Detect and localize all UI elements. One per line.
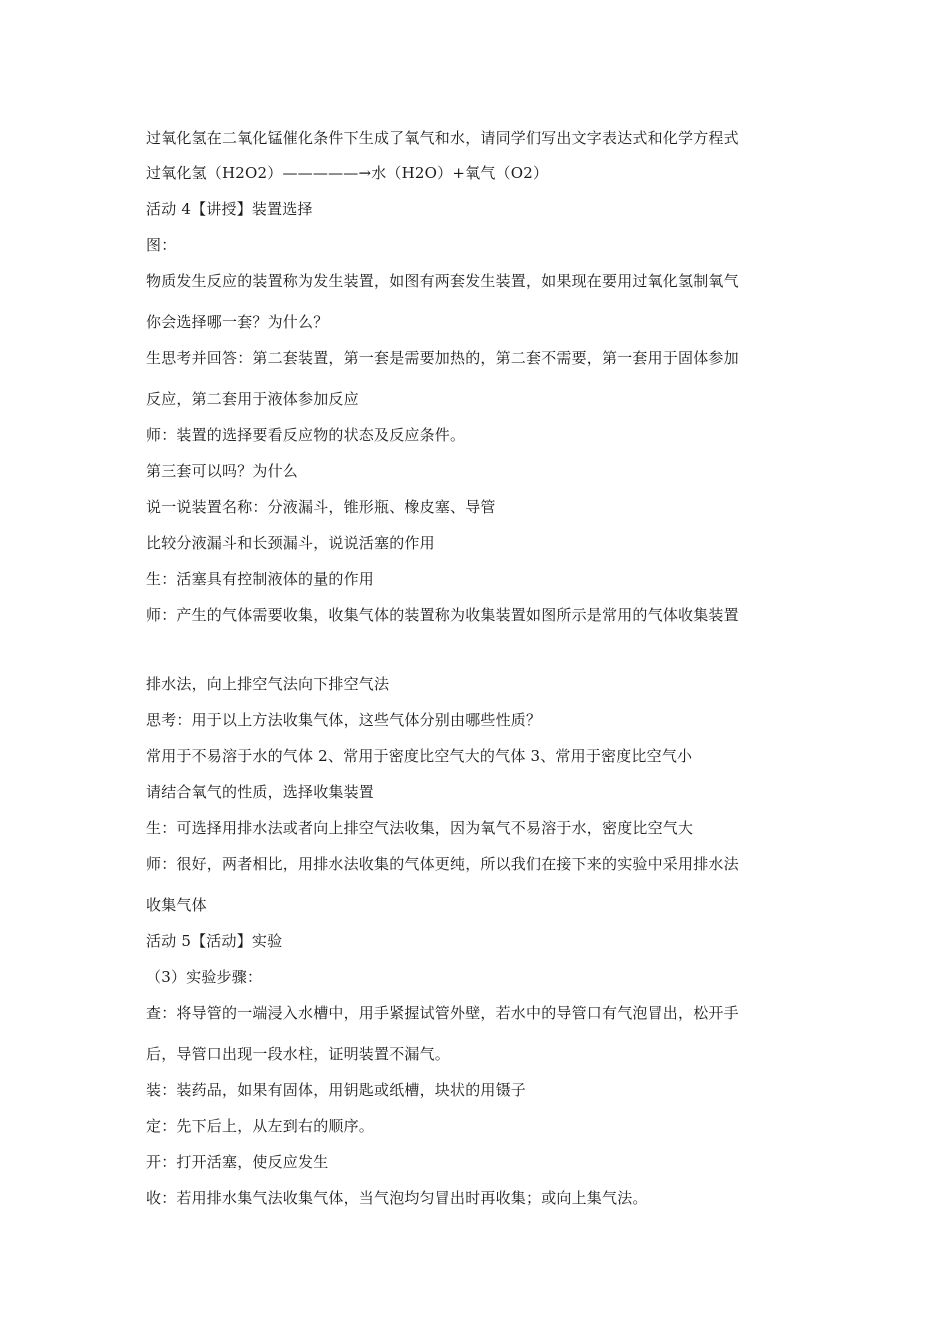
paragraph-line: 图： <box>146 236 177 254</box>
paragraph-line: （3）实验步骤： <box>146 968 263 986</box>
paragraph-line: 收集气体 <box>146 896 207 914</box>
paragraph-line: 过氧化氢（H2O2）—————→水（H2O）+氧气（O2） <box>146 164 549 182</box>
paragraph-line: 思考：用于以上方法收集气体，这些气体分别由哪些性质？ <box>146 711 542 729</box>
paragraph-line: 生：可选择用排水法或者向上排空气法收集，因为氧气不易溶于水，密度比空气大 <box>146 819 694 837</box>
paragraph-line: 过氧化氢在二氧化锰催化条件下生成了氧气和水，请同学们写出文字表达式和化学方程式 <box>146 129 739 147</box>
paragraph-line: 生思考并回答：第二套装置，第一套是需要加热的，第二套不需要，第一套用于固体参加 <box>146 349 739 367</box>
paragraph-line: 师：装置的选择要看反应物的状态及反应条件。 <box>146 426 466 444</box>
paragraph-line: 你会选择哪一套？为什么？ <box>146 313 329 331</box>
paragraph-line: 物质发生反应的装置称为发生装置，如图有两套发生装置，如果现在要用过氧化氢制氧气 <box>146 272 739 290</box>
paragraph-line: 开：打开活塞，使反应发生 <box>146 1153 329 1171</box>
paragraph-line: 装：装药品，如果有固体，用钥匙或纸槽，块状的用镊子 <box>146 1081 527 1099</box>
section-heading: 活动 5【活动】实验 <box>146 932 283 950</box>
paragraph-line: 排水法，向上排空气法向下排空气法 <box>146 675 390 693</box>
paragraph-line: 反应，第二套用于液体参加反应 <box>146 390 359 408</box>
paragraph-line: 比较分液漏斗和长颈漏斗，说说活塞的作用 <box>146 534 435 552</box>
paragraph-line: 生：活塞具有控制液体的量的作用 <box>146 570 375 588</box>
paragraph-line: 后，导管口出现一段水柱，证明装置不漏气。 <box>146 1045 451 1063</box>
paragraph-line: 查：将导管的一端浸入水槽中，用手紧握试管外壁，若水中的导管口有气泡冒出，松开手 <box>146 1004 739 1022</box>
paragraph-line: 说一说装置名称：分液漏斗，锥形瓶、橡皮塞、导管 <box>146 498 496 516</box>
paragraph-line: 第三套可以吗？为什么 <box>146 462 299 480</box>
section-heading: 活动 4【讲授】装置选择 <box>146 200 313 218</box>
paragraph-line: 请结合氧气的性质，选择收集装置 <box>146 783 375 801</box>
paragraph-line: 常用于不易溶于水的气体 2、常用于密度比空气大的气体 3、常用于密度比空气小 <box>146 747 693 765</box>
paragraph-line: 师：产生的气体需要收集，收集气体的装置称为收集装置如图所示是常用的气体收集装置 <box>146 606 739 624</box>
paragraph-line: 师：很好，两者相比，用排水法收集的气体更纯，所以我们在接下来的实验中采用排水法 <box>146 855 739 873</box>
paragraph-line: 定：先下后上，从左到右的顺序。 <box>146 1117 375 1135</box>
paragraph-line: 收：若用排水集气法收集气体，当气泡均匀冒出时再收集；或向上集气法。 <box>146 1189 648 1207</box>
